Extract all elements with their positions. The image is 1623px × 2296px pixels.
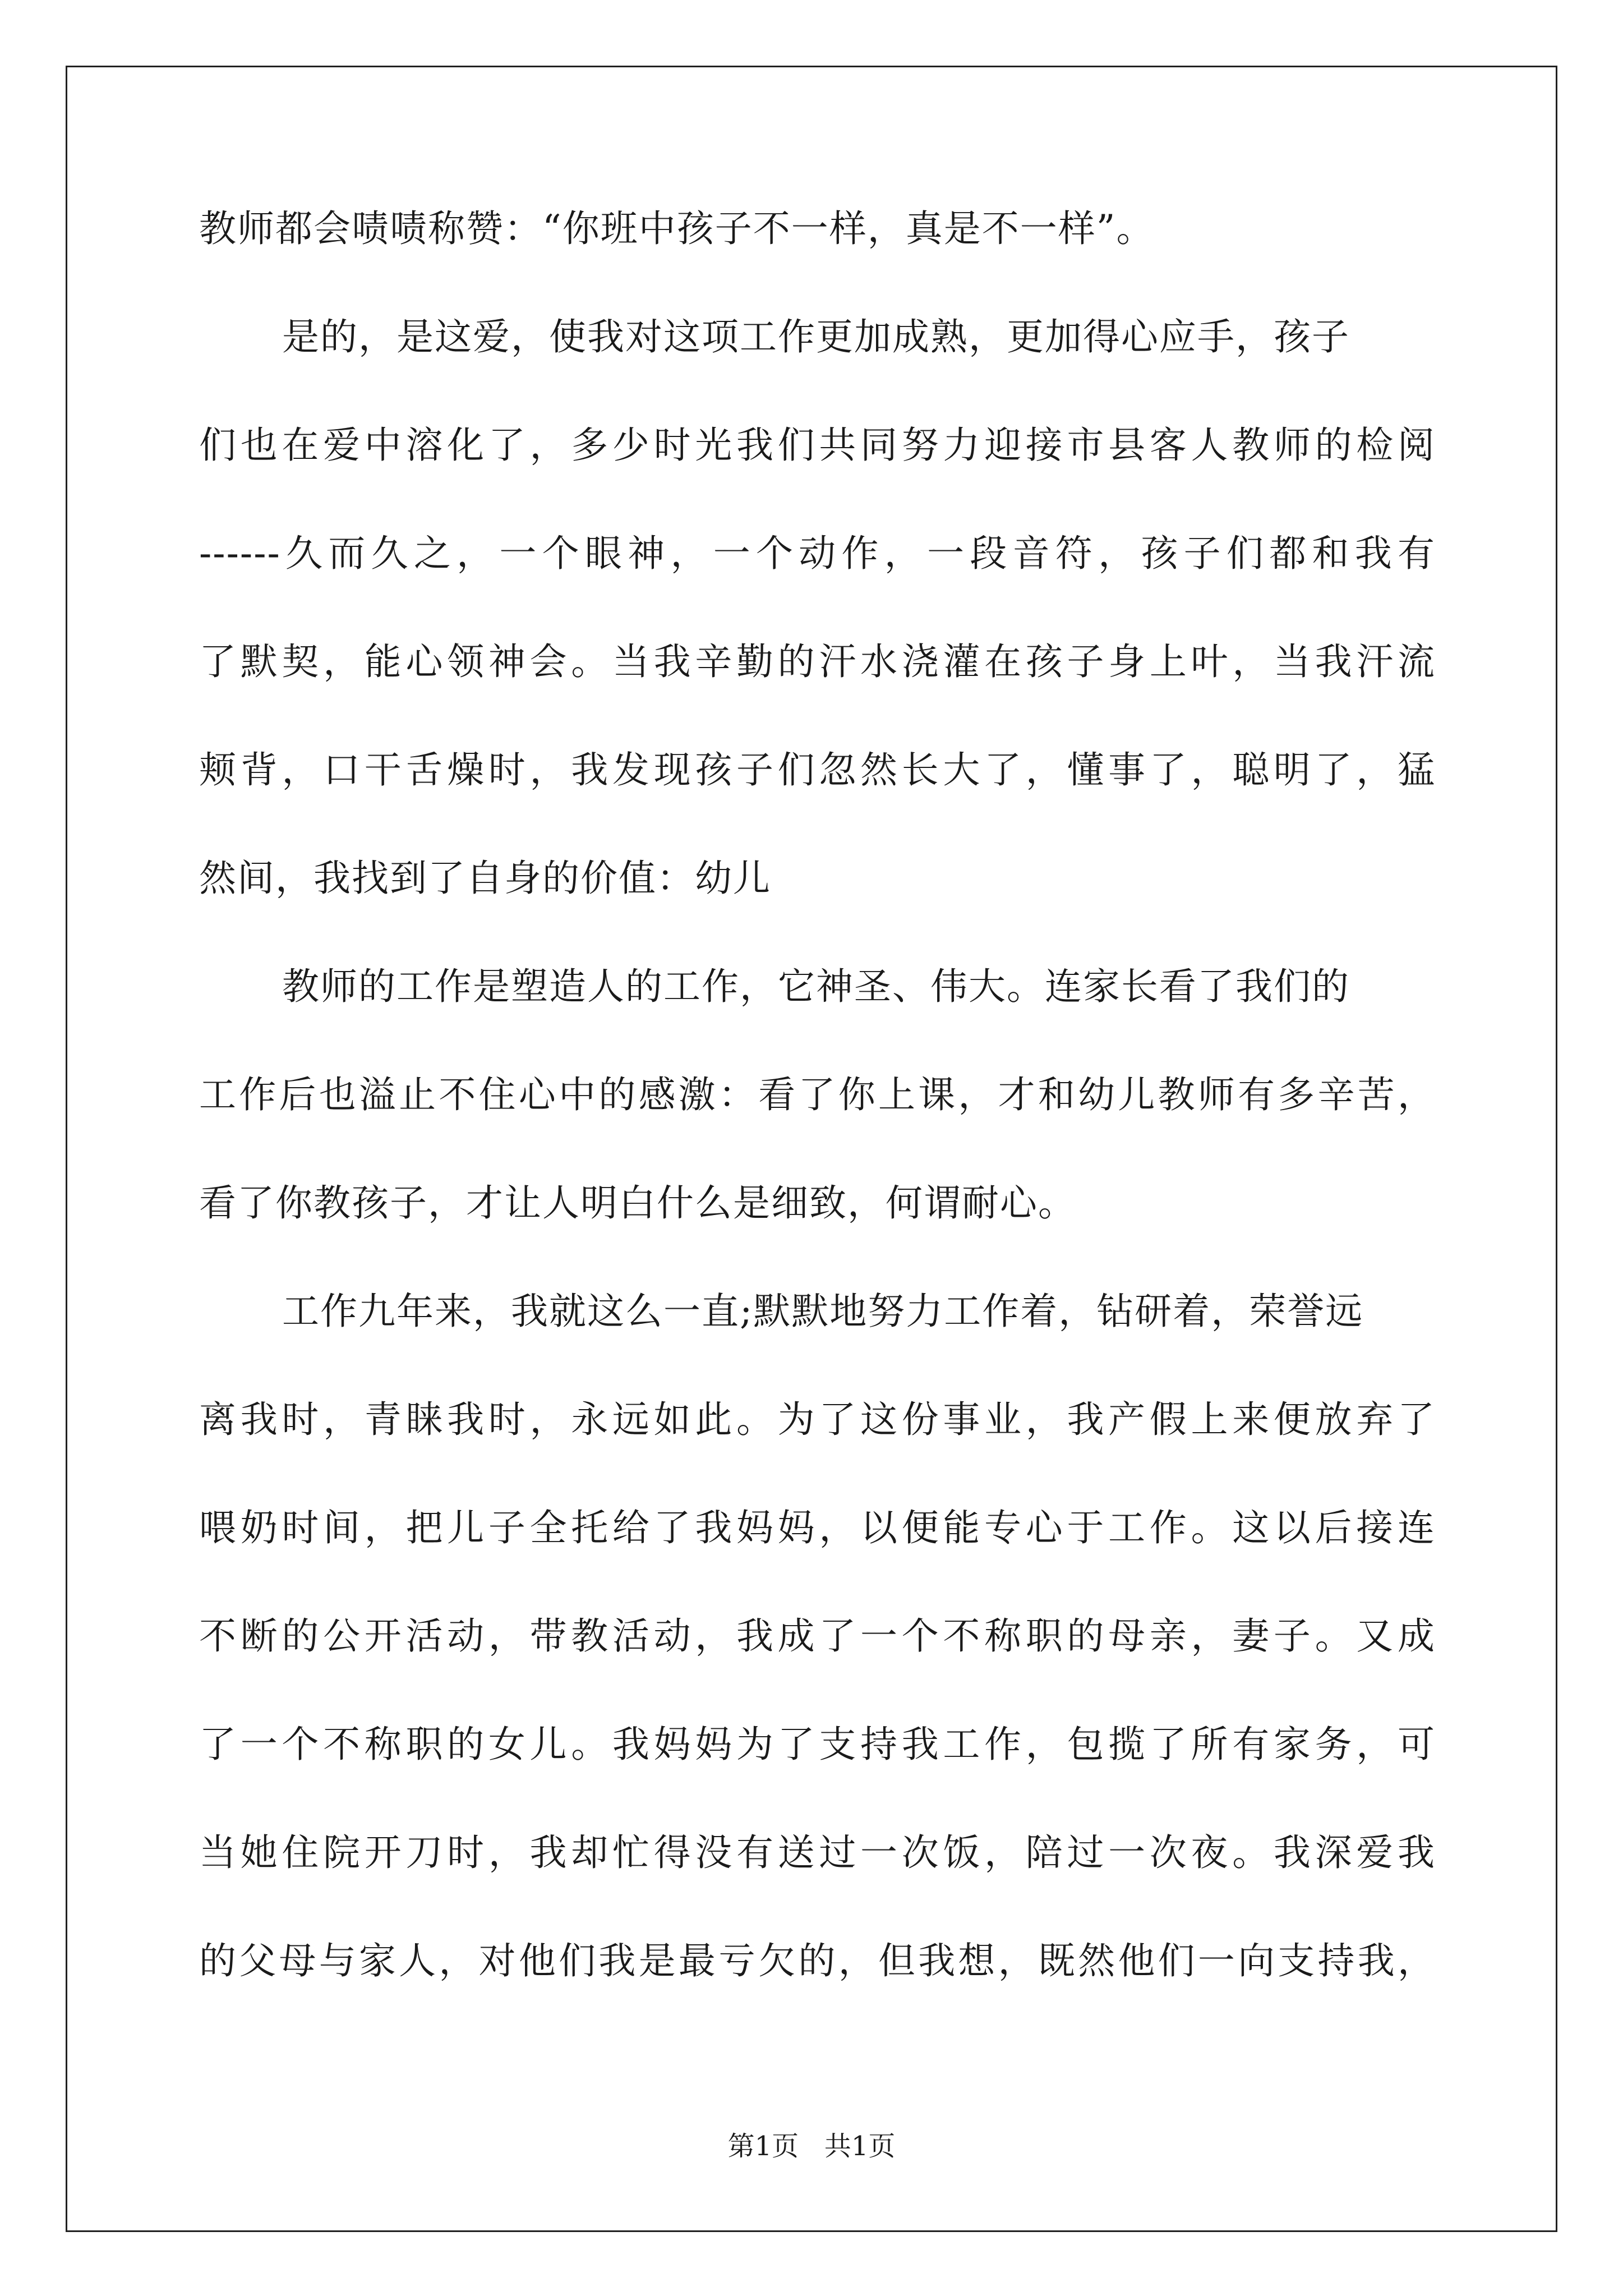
text-line: 们也在爱中溶化了，多少时光我们共同努力迎接市县客人教师的检阅 [199,424,1436,467]
text-line: 了一个不称职的女儿。我妈妈为了支持我工作，包揽了所有家务，可 [199,1723,1436,1766]
text-line: 是的，是这爱，使我对这项工作更加成熟，更加得心应手，孩子 [282,315,1350,358]
page-number-footer: 第1页 共1页 [727,2131,896,2162]
text-line: 然间，我找到了自身的价值：幼儿 [199,857,771,900]
text-line: 当她住院开刀时，我却忙得没有送过一次饭，陪过一次夜。我深爱我 [199,1831,1436,1874]
document-body [199,207,1436,2051]
text-line: 看了你教孩子，才让人明白什么是细致，何谓耐心。 [199,1181,1076,1225]
text-line: 不断的公开活动，带教活动，我成了一个不称职的母亲，妻子。又成 [199,1614,1436,1658]
text-line: 教师的工作是塑造人的工作，它神圣、伟大。连家长看了我们的 [282,965,1350,1008]
text-line: ------久而久之，一个眼神，一个动作，一段音符，孩子们都和我有 [199,532,1436,575]
text-line: 了默契，能心领神会。当我辛勤的汗水浇灌在孩子身上叶，当我汗流 [199,640,1436,683]
text-line: 颊背，口干舌燥时，我发现孩子们忽然长大了，懂事了，聪明了，猛 [199,748,1436,792]
text-line: 喂奶时间，把儿子全托给了我妈妈，以便能专心于工作。这以后接连 [199,1506,1436,1549]
text-line: 离我时，青睐我时，永远如此。为了这份事业，我产假上来便放弃了 [199,1398,1436,1441]
text-line: 的父母与家人，对他们我是最亏欠的，但我想，既然他们一向支持我， [199,1939,1436,1982]
text-line: 工作后也溢止不住心中的感激：看了你上课，才和幼儿教师有多辛苦， [199,1073,1436,1116]
text-line: 工作九年来，我就这么一直;默默地努力工作着，钻研着，荣誉远 [282,1290,1364,1333]
text-line: 教师都会啧啧称赞：“你班中孩子不一样，真是不一样”。 [199,207,1155,250]
